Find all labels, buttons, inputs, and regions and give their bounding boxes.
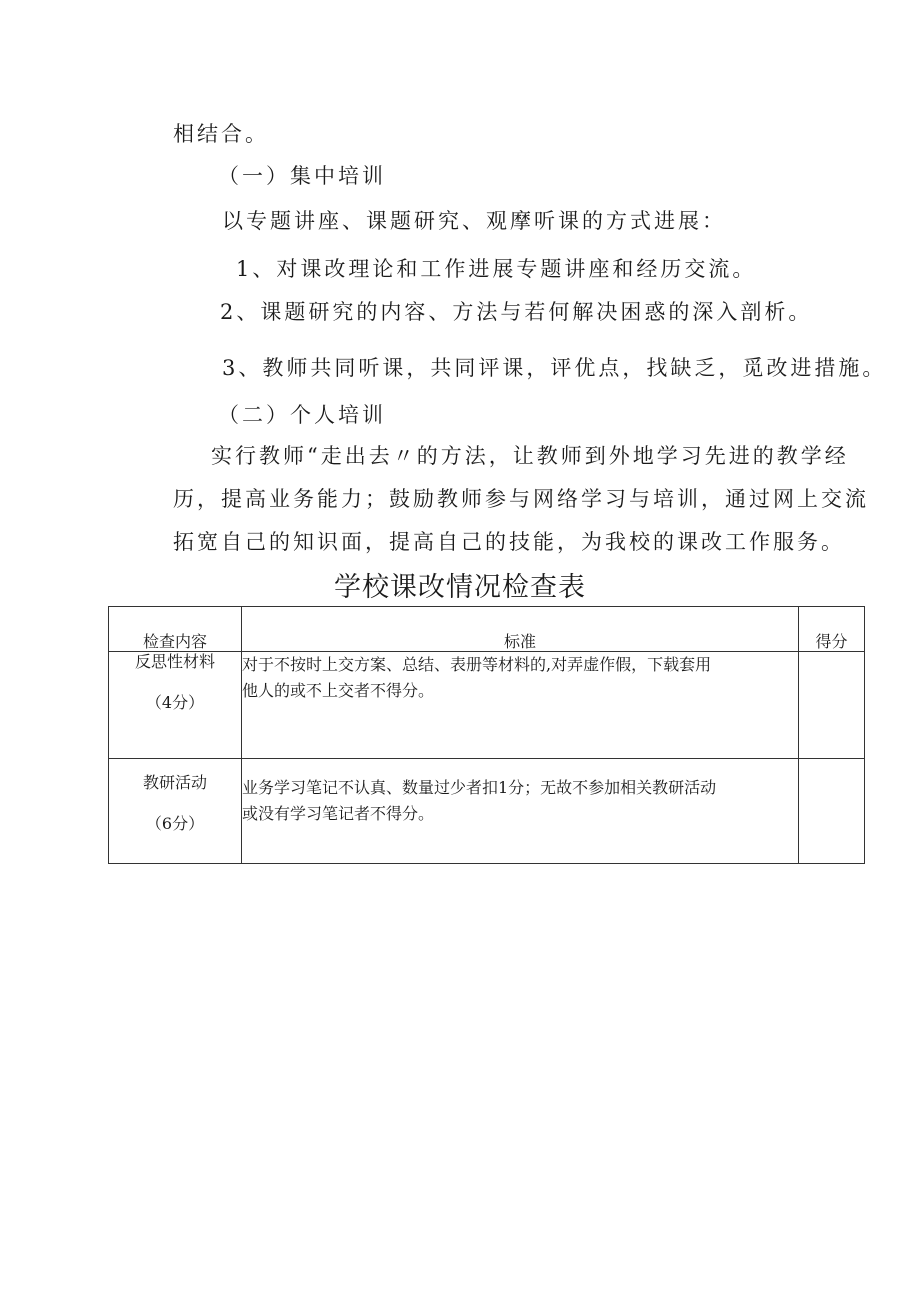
column-header-score: 得分 (799, 607, 865, 652)
standard-text-line: 对于不按时上交方案、总结、表册等材料的,对弄虚作假，下载套用 (242, 655, 712, 674)
item-cell (109, 759, 242, 864)
list-item: 2、课题研究的内容、方法与若何解决困惑的深入剖析。 (220, 300, 813, 324)
table-title: 学校课改情况检查表 (334, 572, 586, 603)
item-points: （6分） (145, 814, 205, 834)
standard-cell (242, 759, 799, 864)
inspection-table (108, 606, 865, 864)
item-name: 反思性材料 (134, 652, 215, 671)
item-points: （4分） (145, 693, 205, 713)
paragraph-line: 拓宽自己的知识面，提高自己的技能，为我校的课改工作服务。 (173, 530, 845, 554)
column-header-standard: 标准 (242, 607, 799, 652)
table-header-row (109, 607, 865, 652)
standard-text-line: 业务学习笔记不认真、数量过少者扣1分；无故不参加相关教研活动 (242, 778, 717, 797)
score-cell (799, 759, 865, 864)
paragraph-line: 实行教师“走出去〃的方法，让教师到外地学习先进的教学经 (211, 444, 849, 468)
list-item: 1、对课改理论和工作进展专题讲座和经历交流。 (236, 257, 757, 281)
paragraph-line: 历，提高业务能力；鼓励教师参与网络学习与培训，通过网上交流 (173, 487, 869, 511)
table-row (109, 759, 865, 864)
standard-cell (242, 652, 799, 759)
list-item: 3、教师共同听课，共同评课，评优点，找缺乏，觅改进措施。 (222, 356, 887, 380)
item-name: 教研活动 (142, 773, 207, 792)
item-cell (109, 652, 242, 759)
standard-text-line: 他人的或不上交者不得分。 (242, 681, 435, 701)
score-cell (799, 652, 865, 759)
section-heading: （一）集中培训 (218, 164, 386, 188)
paragraph-line: 相结合。 (173, 122, 269, 146)
section-heading: （二）个人培训 (218, 403, 386, 427)
paragraph-line: 以专题讲座、课题研究、观摩听课的方式进展： (222, 209, 726, 233)
column-header-item: 检查内容 (109, 607, 242, 652)
standard-text-line: 或没有学习笔记者不得分。 (242, 804, 435, 824)
table-row (109, 652, 865, 759)
